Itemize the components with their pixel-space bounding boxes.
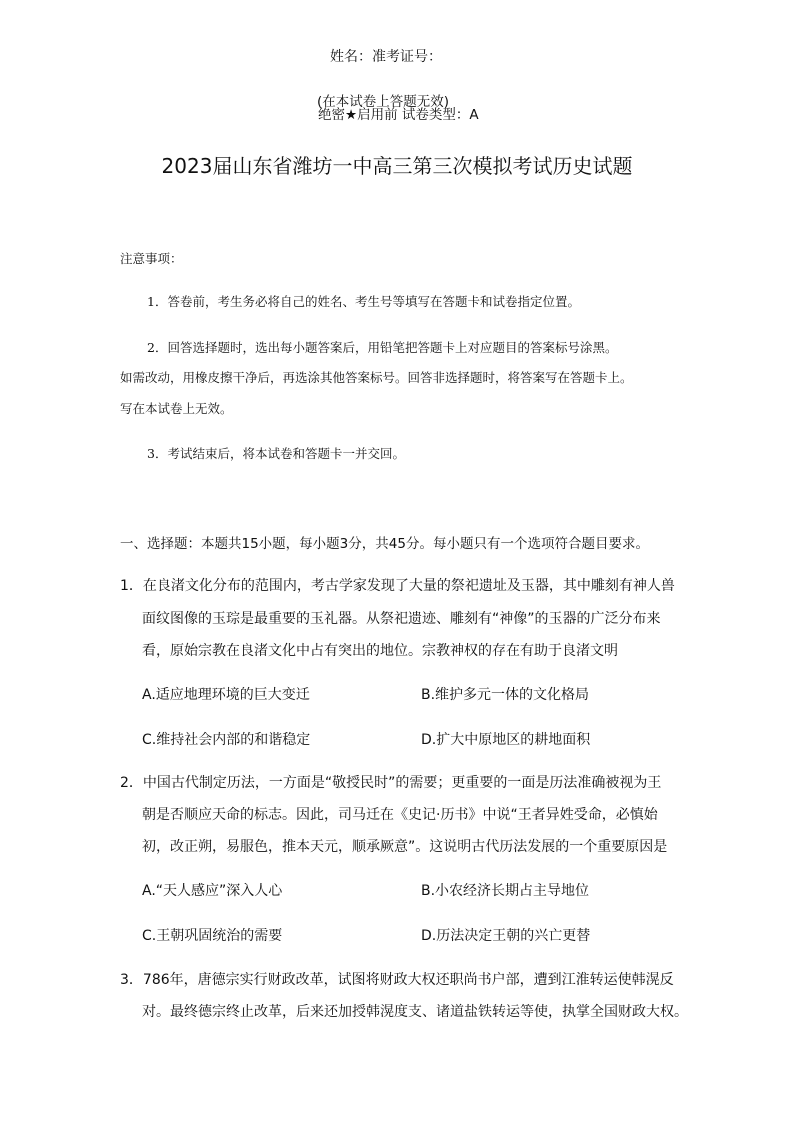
notice-item-2-line-1: 2．回答选择题时，选出每小题答案后，用铅笔把答题卡上对应题目的答案标号涂黑。 (147, 340, 618, 355)
question-1-line-3: 看，原始宗教在良渚文化中占有突出的地位。宗教神权的存在有助于良渚文明 (142, 643, 618, 659)
question-3-line-2: 对。最终德宗终止改革，后来还加授韩滉度支、诸道盐铁转运等使，执掌全国财政大权。 (142, 1004, 688, 1020)
notice-item-2-line-2: 如需改动，用橡皮擦干净后，再选涂其他答案标号。回答非选择题时，将答案写在答题卡上。 (120, 370, 633, 385)
invalid-answer-note: (在本试卷上答题无效) (317, 94, 450, 110)
question-1-option-a: A.适应地理环境的巨大变迁 (142, 687, 310, 703)
question-1-line-1: 1．在良渚文化分布的范围内，考古学家发现了大量的祭祀遗址及玉器，其中雕刻有神人兽 (120, 578, 675, 594)
question-1-option-d: D.扩大中原地区的耕地面积 (421, 732, 591, 748)
question-2-option-a: A.“天人感应”深入人心 (142, 883, 283, 899)
question-2-option-c: C.王朝巩固统治的需要 (142, 928, 283, 944)
question-2-line-2: 朝是否顺应天命的标志。因此，司马迁在《史记·历书》中说“王者异姓受命，必慎始 (142, 807, 658, 823)
notice-item-3: 3．考试结束后，将本试卷和答题卡一并交回。 (147, 446, 405, 461)
question-2-option-b: B.小农经济长期占主导地位 (421, 883, 590, 899)
question-1-option-b: B.维护多元一体的文化格局 (421, 687, 590, 703)
question-2-line-1: 2．中国古代制定历法，一方面是“敬授民时”的需要；更重要的一面是历法准确被视为王 (120, 775, 662, 791)
confidential-exam-type-line: 绝密★启用前 试卷类型：A (318, 107, 479, 123)
question-3-line-1: 3．786年，唐德宗实行财政改革，试图将财政大权还职尚书户部，遭到江淮转运使韩滉反 (120, 972, 674, 988)
name-exam-number-line: 姓名：准考证号： (330, 49, 442, 65)
question-1-option-c: C.维持社会内部的和谐稳定 (142, 732, 311, 748)
notice-heading: 注意事项： (120, 251, 183, 266)
notice-item-2-line-3: 写在本试卷上无效。 (120, 401, 233, 416)
question-1-line-2: 面纹图像的玉琮是最重要的玉礼器。从祭祀遗迹、雕刻有“神像”的玉器的广泛分布来 (142, 611, 661, 627)
notice-item-1: 1．答卷前，考生务必将自己的姓名、考生号等填写在答题卡和试卷指定位置。 (147, 294, 580, 309)
section-1-heading: 一、选择题：本题共15小题，每小题3分，共45分。每小题只有一个选项符合题目要求。 (120, 536, 649, 552)
question-2-line-3: 初，改正朔，易服色，推本天元，顺承厥意”。这说明古代历法发展的一个重要原因是 (142, 839, 668, 855)
exam-title: 2023届山东省潍坊一中高三第三次模拟考试历史试题 (161, 154, 633, 178)
question-2-option-d: D.历法决定王朝的兴亡更替 (421, 928, 591, 944)
